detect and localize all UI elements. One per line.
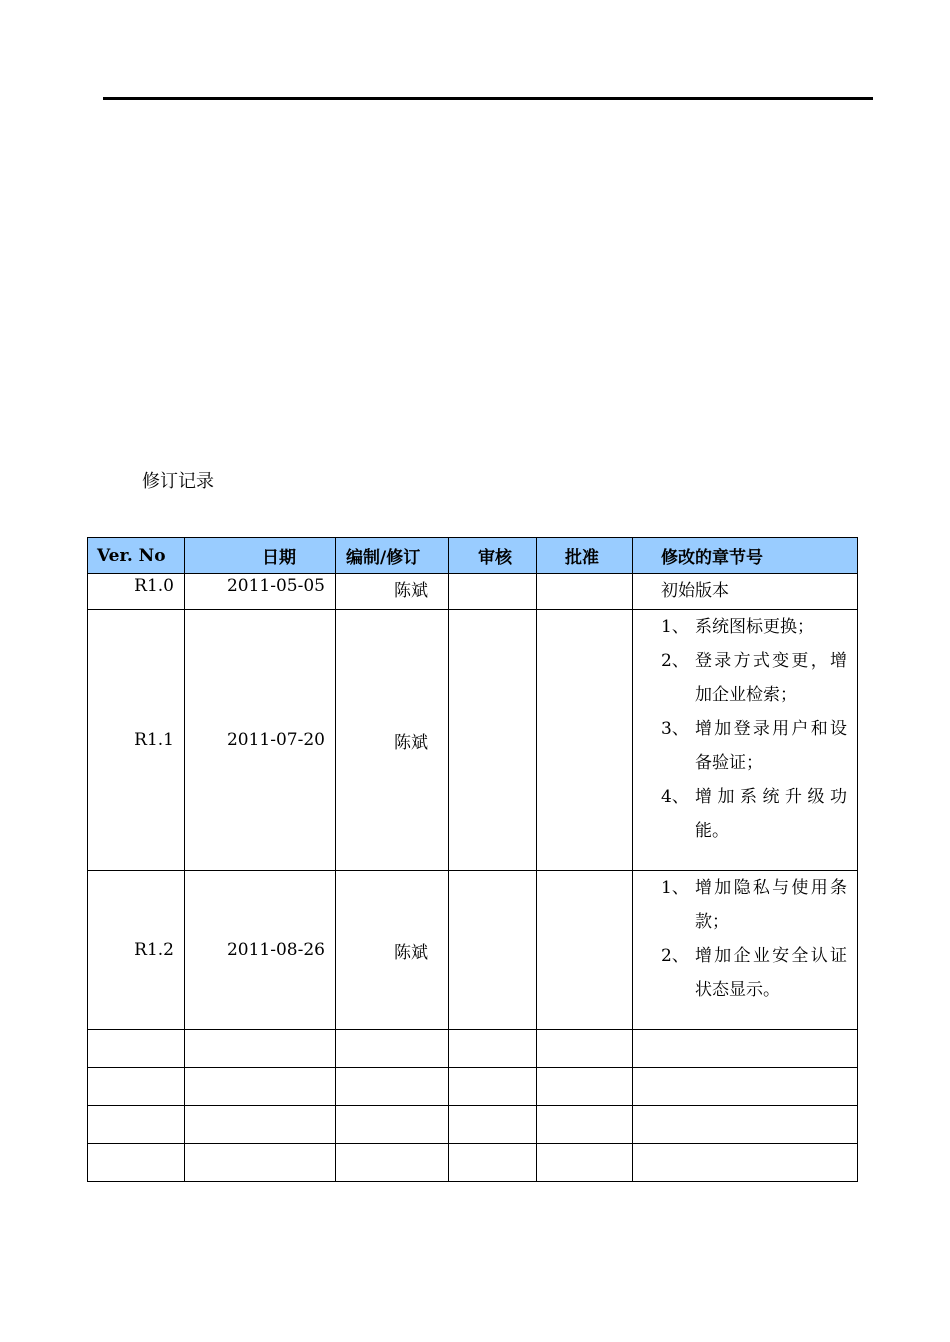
cell-empty [88, 1068, 185, 1106]
cell-empty [88, 1144, 185, 1182]
cell-approve [537, 871, 633, 1030]
list-item [661, 939, 847, 1007]
list-index: 2、 [661, 946, 689, 966]
cell-empty [185, 1068, 336, 1106]
cell-empty [336, 1144, 449, 1182]
header-approve: 批准 [537, 538, 633, 574]
cell-date: 2011-05-05 [185, 574, 336, 610]
cell-empty [449, 1030, 537, 1068]
header-changes: 修改的章节号 [633, 538, 858, 574]
cell-empty [537, 1030, 633, 1068]
cell-empty [633, 1106, 858, 1144]
header-review: 审核 [449, 538, 537, 574]
cell-date: 2011-07-20 [185, 610, 336, 871]
table-row-empty [88, 1144, 858, 1182]
list-index: 3、 [661, 719, 689, 739]
cell-empty [633, 1030, 858, 1068]
cell-review [449, 610, 537, 871]
list-index: 1、 [661, 617, 689, 637]
cell-author: 陈斌 [336, 574, 449, 610]
list-text: 系统图标更换； [695, 617, 814, 637]
cell-date: 2011-08-26 [185, 871, 336, 1030]
cell-empty [449, 1144, 537, 1182]
change-list [661, 610, 847, 848]
table-row [88, 871, 858, 1030]
cell-empty [449, 1106, 537, 1144]
cell-changes [633, 610, 858, 871]
cell-empty [88, 1106, 185, 1144]
cell-empty [336, 1030, 449, 1068]
cell-ver: R1.0 [88, 574, 185, 610]
cell-changes [633, 871, 858, 1030]
cell-ver: R1.2 [88, 871, 185, 1030]
list-text: 增加企业安全认证状态显示。 [695, 946, 847, 1000]
list-text: 增加隐私与使用条款； [695, 878, 847, 932]
table-header-row [88, 538, 858, 574]
header-author: 编制/修订 [336, 538, 449, 574]
cell-empty [88, 1030, 185, 1068]
cell-empty [185, 1106, 336, 1144]
list-item [661, 610, 847, 644]
table-row [88, 610, 858, 871]
cell-empty [185, 1144, 336, 1182]
list-text: 登录方式变更，增加企业检索； [695, 651, 847, 705]
cell-approve [537, 610, 633, 871]
cell-empty [633, 1068, 858, 1106]
cell-empty [537, 1106, 633, 1144]
cell-empty [336, 1106, 449, 1144]
list-text: 增加系统升级功能。 [695, 787, 847, 841]
header-date: 日期 [185, 538, 336, 574]
list-text: 增加登录用户和设备验证； [695, 719, 847, 773]
table-row-empty [88, 1068, 858, 1106]
list-item [661, 871, 847, 939]
cell-review [449, 574, 537, 610]
cell-review [449, 871, 537, 1030]
list-index: 2、 [661, 651, 689, 671]
section-title: 修订记录 [142, 471, 214, 492]
cell-empty [449, 1068, 537, 1106]
table-row-empty [88, 1030, 858, 1068]
cell-empty [185, 1030, 336, 1068]
change-list [661, 871, 847, 1007]
list-index: 1、 [661, 878, 689, 898]
cell-empty [336, 1068, 449, 1106]
cell-author: 陈斌 [336, 871, 449, 1030]
table-row [88, 574, 858, 610]
cell-approve [537, 574, 633, 610]
cell-author: 陈斌 [336, 610, 449, 871]
header-rule [103, 97, 873, 100]
cell-empty [537, 1068, 633, 1106]
header-ver: Ver. No [88, 538, 185, 574]
list-index: 4、 [661, 787, 689, 807]
cell-empty [537, 1144, 633, 1182]
list-item [661, 712, 847, 780]
revision-table [87, 537, 858, 1182]
cell-empty [633, 1144, 858, 1182]
table-row-empty [88, 1106, 858, 1144]
list-item [661, 644, 847, 712]
list-item [661, 780, 847, 848]
cell-changes: 初始版本 [633, 574, 858, 610]
cell-ver: R1.1 [88, 610, 185, 871]
